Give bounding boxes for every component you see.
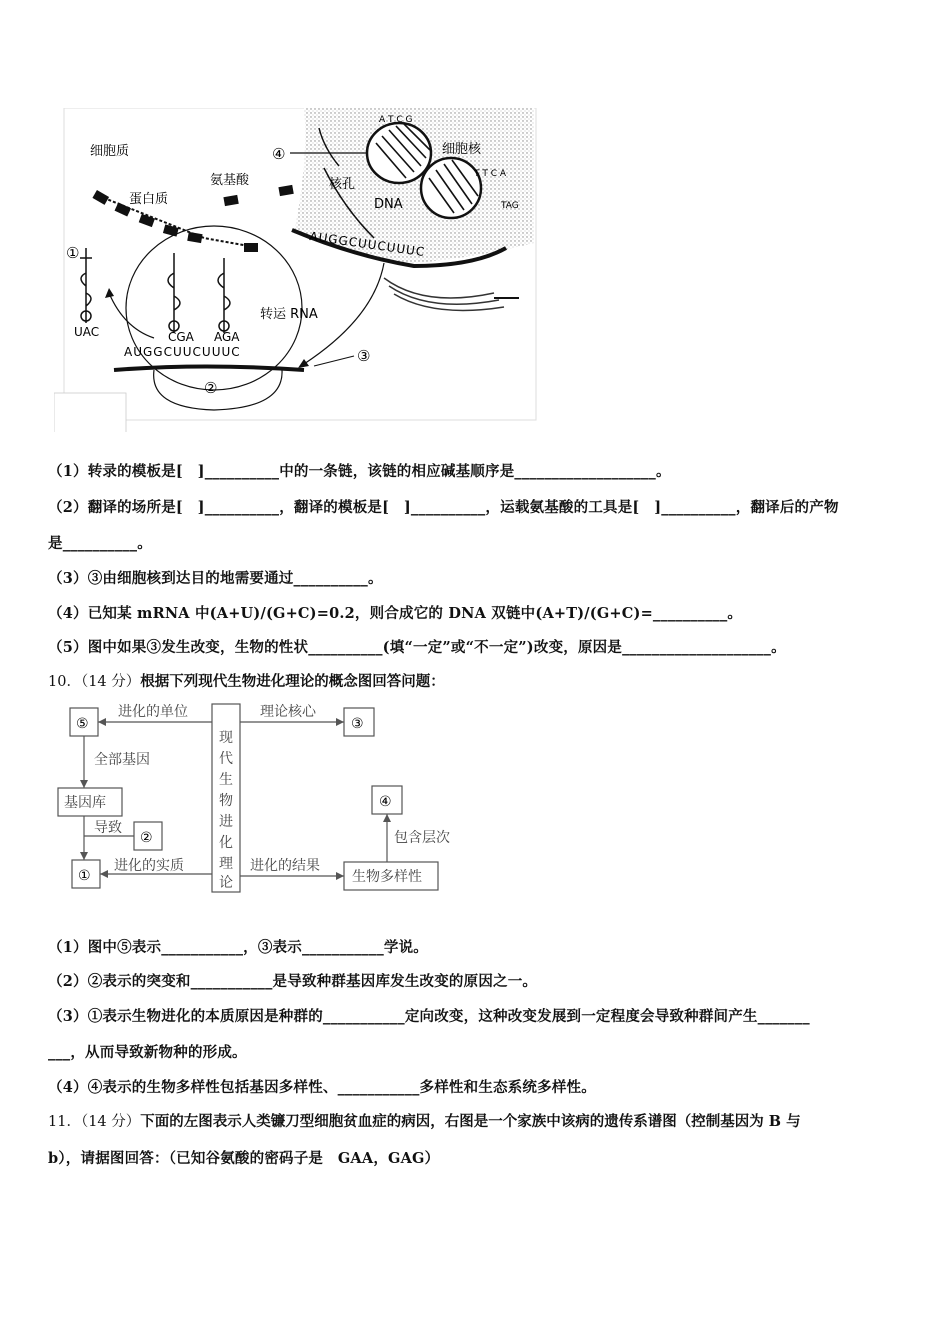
q9-part5: （5）图中如果③发生改变，生物的性状__________(填“一定”或“不一定”)改变，原因是____________________。	[48, 639, 786, 656]
label-cytoplasm: 细胞质	[90, 144, 130, 159]
q9-part2-line1: （2）翻译的场所是[ ]__________，翻译的模板是[ ]__________，运载氨基酸的工具是[ ]__________，翻译后的产物	[48, 499, 839, 516]
label-amino-acid: 氨基酸	[210, 173, 250, 188]
label-num3: ③	[357, 347, 371, 365]
mrna-strand-left	[114, 367, 304, 371]
q11-text-line2: b），请据图回答：（已知谷氨酸的密码子是 GAA，GAG）	[48, 1150, 440, 1167]
q10-score: （14 分）	[80, 674, 141, 690]
concept-box1: ①	[78, 868, 91, 884]
q11-number: 11．	[48, 1114, 81, 1130]
label-num2: ②	[204, 379, 218, 397]
label-cga: CGA	[168, 330, 194, 344]
label-protein: 蛋白质	[129, 192, 169, 207]
q11-header	[48, 1110, 801, 1131]
q10-header	[48, 670, 445, 691]
concept-all-genes: 全部基因	[94, 752, 150, 768]
concept-box2: ②	[140, 830, 153, 846]
label-num4: ④	[272, 145, 286, 163]
label-uac: UAC	[74, 325, 100, 339]
transcription-translation-figure	[54, 108, 538, 432]
concept-result: 进化的结果	[250, 858, 320, 874]
dna-mid-bases: T T C A	[474, 169, 507, 179]
concept-gene-pool: 基因库	[64, 795, 106, 811]
concept-levels: 包含层次	[394, 830, 450, 846]
q10-part3-line2: ___，从而导致新物种的形成。	[48, 1044, 247, 1061]
q9-part2-line2: 是__________。	[48, 535, 152, 552]
concept-unit: 进化的单位	[118, 704, 188, 720]
svg-text:代: 代	[219, 751, 233, 767]
mrna-right-bases: AUGGCUUCUUUC	[308, 229, 427, 260]
concept-essence: 进化的实质	[114, 858, 184, 874]
svg-text:理: 理	[219, 856, 233, 872]
q10-text: 根据下列现代生物进化理论的概念图回答问题：	[140, 673, 445, 690]
q11-text: 下面的左图表示人类镰刀型细胞贫血症的病因，右图是一个家族中该病的遗传系谱图（控制基因为 B 与	[140, 1113, 801, 1130]
concept-box3: ③	[351, 716, 364, 732]
label-nucleus: 细胞核	[442, 142, 482, 157]
concept-leads: 导致	[94, 820, 122, 836]
concept-core: 理论核心	[260, 704, 316, 720]
q10-part3-line1: （3）①表示生物进化的本质原因是种群的___________定向改变，这种改变发展到一定程度会导致种群间产生_______	[48, 1008, 810, 1025]
label-num1: ①	[66, 244, 80, 262]
label-nuclear-pore: 核孔	[329, 177, 356, 192]
concept-center-label: 现代生物进化理论	[54, 700, 62, 701]
svg-text:生: 生	[219, 772, 233, 788]
svg-text:物: 物	[219, 793, 233, 809]
q10-part4: （4）④表示的生物多样性包括基因多样性、___________多样性和生态系统多样性。	[48, 1079, 596, 1096]
svg-text:论: 论	[219, 875, 233, 891]
q9-part4: （4）已知某 mRNA 中(A+U)/(G+C)=0.2，则合成它的 DNA 双链中(A+T)/(G+C)=__________。	[48, 605, 743, 622]
label-trna: 转运 RNA	[260, 307, 318, 322]
q10-number: 10．	[48, 674, 81, 690]
evolution-concept-map	[54, 700, 464, 900]
concept-biodiversity: 生物多样性	[352, 869, 422, 885]
q11-score: （14 分）	[80, 1114, 141, 1130]
label-aga: AGA	[214, 330, 240, 344]
svg-text:进: 进	[219, 814, 233, 830]
concept-box5: ⑤	[76, 716, 89, 732]
svg-text:现: 现	[219, 730, 233, 746]
svg-text:化: 化	[219, 835, 233, 851]
dna-top-bases: A T C G	[379, 115, 413, 125]
q9-part1: （1）转录的模板是[ ]__________中的一条链，该链的相应碱基顺序是___________________。	[48, 463, 671, 480]
q9-part3: （3）③由细胞核到达目的地需要通过__________。	[48, 570, 383, 587]
dna-end-bases: TAG	[501, 201, 519, 211]
q10-part1: （1）图中⑤表示___________，③表示___________学说。	[48, 939, 428, 956]
mrna-left-bases: AUGGCUUCUUUC	[124, 345, 241, 359]
label-dna: DNA	[374, 197, 403, 212]
concept-box4: ④	[379, 794, 392, 810]
q10-part2: （2）②表示的突变和___________是导致种群基因库发生改变的原因之一。	[48, 973, 538, 990]
